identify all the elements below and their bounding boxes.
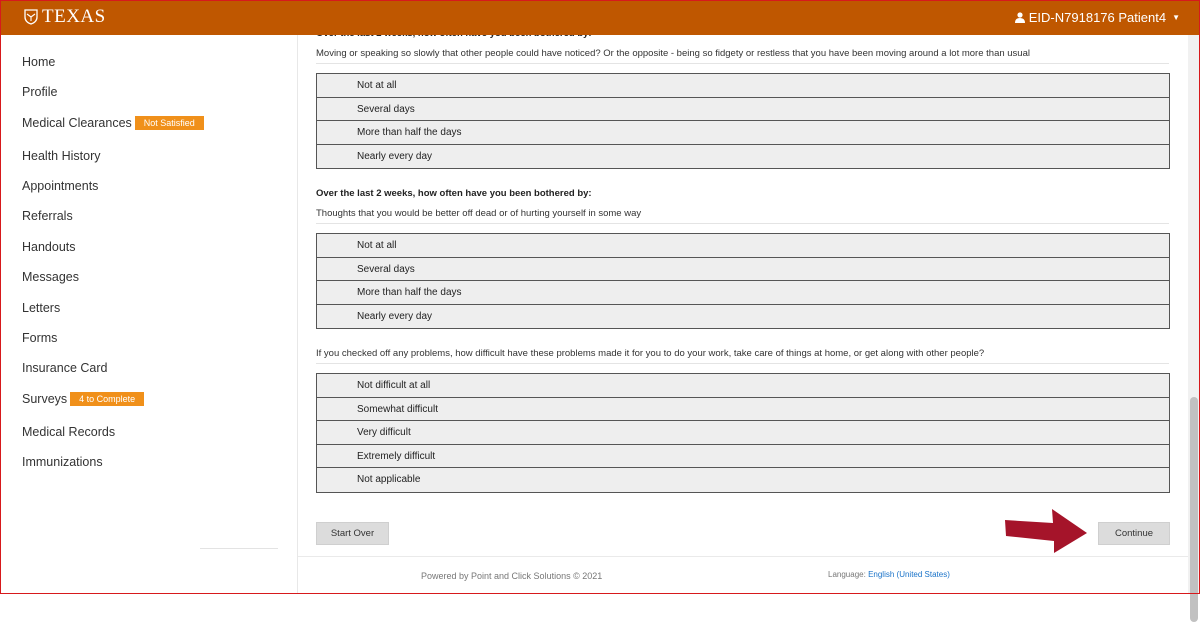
answer-options: [316, 73, 1170, 169]
answer-options: [316, 233, 1170, 329]
user-icon: [1015, 12, 1025, 23]
sidebar-item-label: Handouts: [22, 240, 76, 254]
count-badge: 4 to Complete: [70, 392, 144, 406]
language-selector: [828, 570, 950, 579]
sidebar-item-insurance-card[interactable]: [22, 361, 107, 375]
status-badge: Not Satisfied: [135, 116, 204, 130]
scrollbar-thumb[interactable]: [1190, 397, 1198, 622]
sidebar-item-handouts[interactable]: [22, 240, 76, 254]
powered-by-text: Powered by Point and Click Solutions © 2021: [421, 571, 603, 581]
answer-option[interactable]: Nearly every day: [317, 305, 1169, 329]
sidebar-item-label: Medical Records: [22, 425, 116, 439]
sidebar-item-appointments[interactable]: [22, 179, 98, 193]
sidebar-item-forms[interactable]: [22, 331, 57, 345]
brand-logo[interactable]: [24, 6, 106, 28]
sidebar-item-referrals[interactable]: [22, 209, 73, 223]
sidebar-divider: [200, 548, 278, 549]
user-name: EID-N7918176 Patient4: [1028, 10, 1167, 25]
sidebar-item-label: Messages: [22, 270, 79, 284]
answer-option[interactable]: Several days: [317, 98, 1169, 122]
sidebar-item-label: Letters: [22, 301, 61, 315]
language-label: Language:: [828, 570, 866, 579]
longhorn-shield-icon: [24, 9, 38, 25]
sidebar-item-label: Home: [22, 55, 56, 69]
red-arrow-icon: [1003, 505, 1091, 555]
footer: [298, 556, 1188, 595]
start-over-button[interactable]: Start Over: [316, 522, 389, 545]
question-text: Thoughts that you would be better off dead or of hurting yourself in some way: [316, 208, 1169, 224]
chevron-down-icon: ▼: [1172, 13, 1180, 22]
answer-option[interactable]: Extremely difficult: [317, 445, 1169, 469]
question-text: If you checked off any problems, how difficult have these problems made it for you to do your work, take care of things at home, or get along with other people?: [316, 348, 1169, 364]
sidebar-item-label: Immunizations: [22, 455, 103, 469]
user-menu[interactable]: [1015, 10, 1180, 25]
answer-option[interactable]: Nearly every day: [317, 145, 1169, 169]
sidebar-item-label: Appointments: [22, 179, 99, 193]
answer-option[interactable]: More than half the days: [317, 281, 1169, 305]
sidebar-item-home[interactable]: [22, 55, 55, 69]
answer-option[interactable]: Very difficult: [317, 421, 1169, 445]
language-link[interactable]: English (United States): [868, 570, 950, 579]
sidebar-item-medical-clearances[interactable]: [22, 116, 204, 130]
sidebar-item-immunizations[interactable]: [22, 455, 103, 469]
question-text: Moving or speaking so slowly that other people could have noticed? Or the opposite - being so fidgety or restless that you have been moving around a lot more than usual: [316, 48, 1169, 64]
sidebar-item-label: Profile: [22, 85, 58, 99]
answer-option[interactable]: Somewhat difficult: [317, 398, 1169, 422]
sidebar-item-label: Insurance Card: [22, 361, 108, 375]
answer-option[interactable]: Not at all: [317, 234, 1169, 258]
answer-option[interactable]: Not difficult at all: [317, 374, 1169, 398]
sidebar-item-medical-records[interactable]: [22, 425, 115, 439]
sidebar-item-label: Forms: [22, 331, 58, 345]
sidebar: [0, 35, 298, 594]
continue-button[interactable]: Continue: [1098, 522, 1170, 545]
sidebar-item-label: Medical Clearances: [22, 116, 132, 130]
answer-option[interactable]: Not applicable: [317, 468, 1169, 492]
answer-option[interactable]: More than half the days: [317, 121, 1169, 145]
sidebar-item-messages[interactable]: [22, 270, 79, 284]
sidebar-item-profile[interactable]: [22, 85, 57, 99]
sidebar-item-surveys[interactable]: [22, 392, 144, 406]
sidebar-item-label: Surveys: [22, 392, 68, 406]
sidebar-item-letters[interactable]: [22, 301, 60, 315]
question-title: Over the last 2 weeks, how often have you been bothered by:: [316, 188, 592, 199]
answer-option[interactable]: Not at all: [317, 74, 1169, 98]
brand-text: TEXAS: [42, 6, 106, 27]
top-bar: [0, 0, 1200, 35]
sidebar-item-label: Referrals: [22, 209, 73, 223]
answer-options: [316, 373, 1170, 493]
sidebar-item-label: Health History: [22, 149, 101, 163]
sidebar-item-health-history[interactable]: [22, 149, 101, 163]
answer-option[interactable]: Several days: [317, 258, 1169, 282]
scrollbar[interactable]: [1188, 35, 1200, 594]
